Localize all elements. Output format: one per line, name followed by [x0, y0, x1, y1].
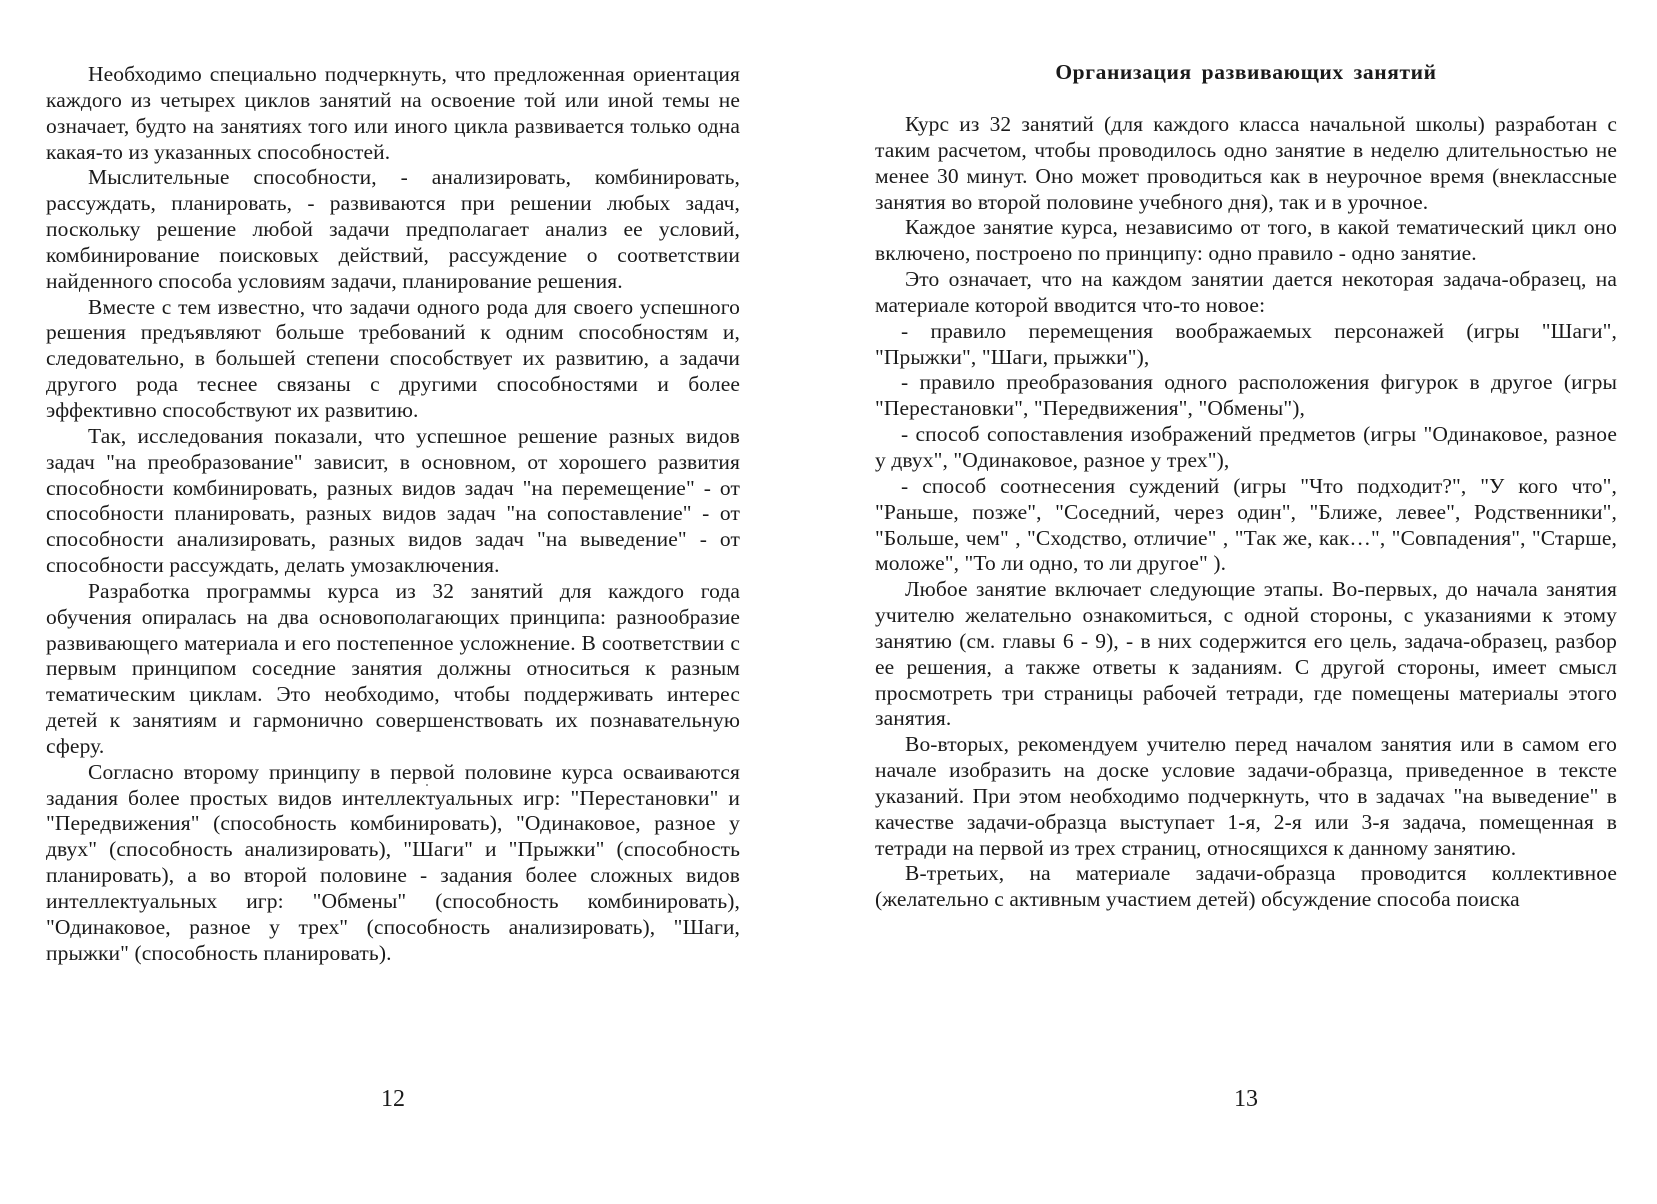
paragraph: Так, исследования показали, что успешное решение разных видов задач "на преобразование" зависит, в основном, от хорошего развития способности комбинировать, разных видов задач "на перемещение" - от способности планировать, разных видов задач "на сопоставление" - от способности анализировать, разных видов задач "на выведение" - от способности рассуждать, делать умозаключения. — [46, 423, 740, 578]
list-item: - правило перемещения воображаемых персонажей (игры "Шаги", "Прыжки", "Шаги, прыжки"), — [875, 318, 1617, 369]
section-heading: Организация развивающих занятий — [1055, 60, 1437, 84]
paragraph: Согласно второму принципу в первой половине курса осваиваются задания более простых видов интеллектуальных игр: "Перестановки" и "Передвижения" (способность комбинировать), "Одинаковое, разное у двух" (способность анализировать), "Шаги" и "Прыжки" (способность планировать), а во второй половине - задания более сложных видов интеллектуальных игр: "Обмены" (способность комбинировать), "Одинаковое, разное у трех" (способность анализировать), "Шаги, прыжки" (способность планировать). — [46, 759, 740, 965]
paragraph: Курс из 32 занятий (для каждого класса начальной школы) разработан с таким расчетом, чтобы проводилось одно занятие в неделю длительностью не менее 30 минут. Оно может проводиться как в неурочное время (внеклассные занятия во второй половине учебного дня), так и в урочное. — [875, 112, 1617, 214]
page-number: 13 — [1234, 1086, 1258, 1112]
paragraph: Вместе с тем известно, что задачи одного рода для своего успешного решения предъявляют больше требований к одним способностям и, следовательно, в большей степени способствует их развитию, а задачи другого рода теснее связаны с другими способностями и более эффективно способствуют их развитию. — [46, 294, 740, 422]
list-item: - способ соотнесения суждений (игры "Что подходит?", "У кого что", "Раньше, позже", "Соседний, через один", "Ближе, левее", Родственники", "Больше, чем" , "Сходство, отличие" , "Так же, как…", "Совпадения", "Старше, моложе", "То ли одно, то ли другое" ). — [875, 473, 1617, 576]
paragraph: Любое занятие включает следующие этапы. Во-первых, до начала занятия учителю желательно ознакомиться, с одной стороны, с указаниями к этому занятию (см. главы 6 - 9), - в них содержится его цель, задача-образец, разбор ее решения, а также ответы к заданиям. С другой стороны, имеет смысл просмотреть три страницы рабочей тетради, где помещены материалы этого занятия. — [875, 577, 1617, 731]
paragraph: Разработка программы курса из 32 занятий для каждого года обучения опиралась на два основополагающих принципа: разнообразие развивающего материала и его постепенное усложнение. В соответствии с первым принципом соседние занятия должны относиться к разным тематическим циклам. Это необходимо, чтобы поддерживать интерес детей к занятиям и гармонично совершенствовать их познавательную сферу. — [46, 578, 740, 758]
list-item: - правило преобразования одного расположения фигурок в другое (игры "Перестановки", "Передвижения", "Обмены"), — [875, 370, 1617, 421]
left-page — [46, 0, 740, 1204]
left-page-body — [46, 62, 740, 967]
page-number: 12 — [381, 1086, 405, 1112]
paragraph: Каждое занятие курса, независимо от того, в какой тематический цикл оно включено, построено по принципу: одно правило - одно занятие. — [875, 215, 1617, 266]
paragraph: Мыслительные способности, - анализировать, комбинировать, рассуждать, планировать, - развиваются при решении любых задач, поскольку решение любой задачи предполагает анализ ее условий, комбинирование поисковых действий, рассуждение о соответствии найденного способа условиям задачи, планирование решения. — [46, 165, 740, 293]
paragraph: В-третьих, на материале задачи-образца проводится коллективное (желательно с активным участием детей) обсуждение способа поиска — [875, 861, 1617, 912]
list-item: - способ сопоставления изображений предметов (игры "Одинаковое, разное у двух", "Одинаковое, разное у трех"), — [875, 422, 1617, 472]
paragraph: Необходимо специально подчеркнуть, что предложенная ориентация каждого из четырех циклов занятий на освоение той или иной темы не означает, будто на занятиях того или иного цикла развивается только одна какая-то из указанных способностей. — [46, 62, 740, 164]
paragraph: Во-вторых, рекомендуем учителю перед началом занятия или в самом его начале изобразить на доске условие задачи-образца, приведенное в тексте указаний. При этом необходимо подчеркнуть, что в задачах "на выведение" в качестве задачи-образца выступает 1-я, 2-я или 3-я задача, помещенная в тетради на первой из трех страниц, относящихся к данному занятию. — [875, 732, 1617, 860]
paragraph: Это означает, что на каждом занятии дается некоторая задача-образец, на материале которой вводится что-то новое: — [875, 267, 1617, 317]
right-page — [875, 0, 1617, 1204]
scan-speck — [426, 784, 428, 786]
right-page-body — [875, 112, 1617, 913]
